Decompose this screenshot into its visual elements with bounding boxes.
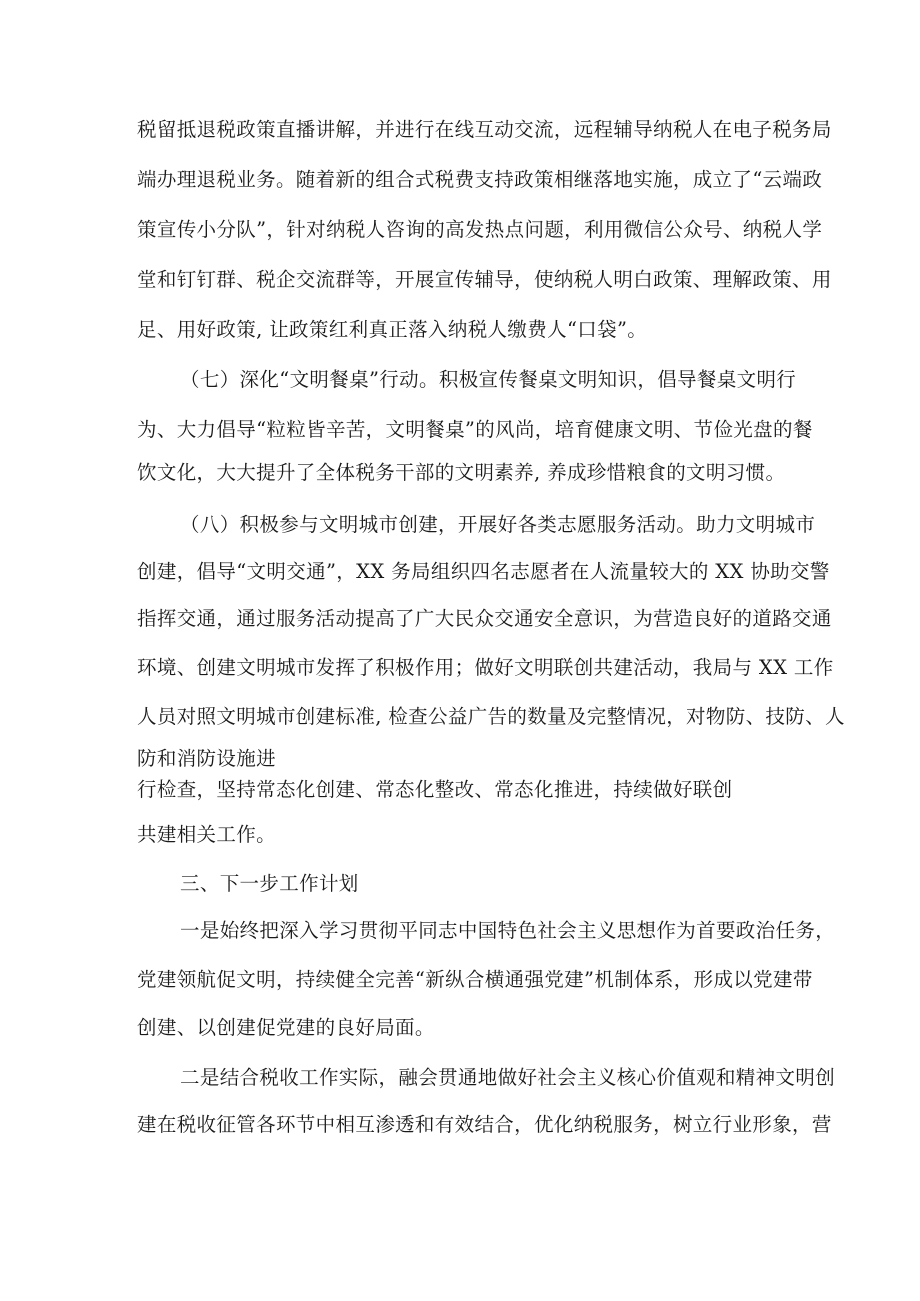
paragraph-line: 建在税收征管各环节中相互渗透和有效结合，优化纳税服务，树立行业形象，营	[137, 1113, 832, 1136]
paragraph-line: 一是始终把深入学习贯彻平同志中国特色社会主义思想作为首要政治任务，	[180, 919, 836, 942]
paragraph-line: 指挥交通，通过服务活动提高了广大民众交通安全意识，为营造良好的道路交通	[137, 607, 832, 630]
paragraph-line: 策宣传小分队”，针对纳税人咨询的高发热点问题，利用微信公众号、纳税人学	[137, 218, 823, 241]
paragraph-line: 党建领航促文明，持续健全完善“新纵合横通强党建”机制体系，形成以党建带	[137, 968, 813, 991]
paragraph-line: 创建、以创建促党建的良好局面。	[137, 1016, 435, 1039]
paragraph-line: 足、用好政策, 让政策红利真正落入纳税人缴费人“口袋”。	[137, 318, 648, 341]
paragraph-line: 共建相关工作。	[137, 823, 276, 846]
paragraph-line: 为、大力倡导“粒粒皆辛苦，文明餐桌”的风尚，培育健康文明、节俭光盘的餐	[137, 418, 813, 441]
section-heading-next-plan: 三、下一步工作计划	[180, 872, 359, 895]
paragraph-line: 税留抵退税政策直播讲解，并进行在线互动交流，远程辅导纳税人在电子税务局	[137, 118, 832, 141]
section-seven-heading-line: （七）深化“文明餐桌”行动。积极宣传餐桌文明知识，倡导餐桌文明行	[180, 368, 797, 391]
paragraph-line: 环境、创建文明城市发挥了积极作用；做好文明联创共建活动，我局与 XX 工作	[137, 656, 834, 679]
paragraph-line: 堂和钉钉群、税企交流群等，开展宣传辅导，使纳税人明白政策、理解政策、用	[137, 268, 832, 291]
paragraph-line: 饮文化，大大提升了全体税务干部的文明素养, 养成珍惜粮食的文明习惯。	[137, 461, 786, 484]
paragraph-line: 人员对照文明城市创建标准, 检查公益广告的数量及完整情况，对物防、技防、人	[137, 705, 845, 728]
paragraph-line: 二是结合税收工作实际，融会贯通地做好社会主义核心价值观和精神文明创	[180, 1066, 836, 1089]
paragraph-line: 创建，倡导“文明交通”，XX 务局组织四名志愿者在人流量较大的 XX 协助交警	[137, 560, 830, 583]
paragraph-line: 行检查，坚持常态化创建、常态化整改、常态化推进，持续做好联创	[137, 778, 733, 801]
paragraph-line: 端办理退税业务。随着新的组合式税费支持政策相继落地实施，成立了“云端政	[137, 168, 823, 191]
section-eight-heading-line: （八）积极参与文明城市创建，开展好各类志愿服务活动。助力文明城市	[180, 513, 816, 536]
paragraph-line: 防和消防设施进	[137, 747, 276, 770]
